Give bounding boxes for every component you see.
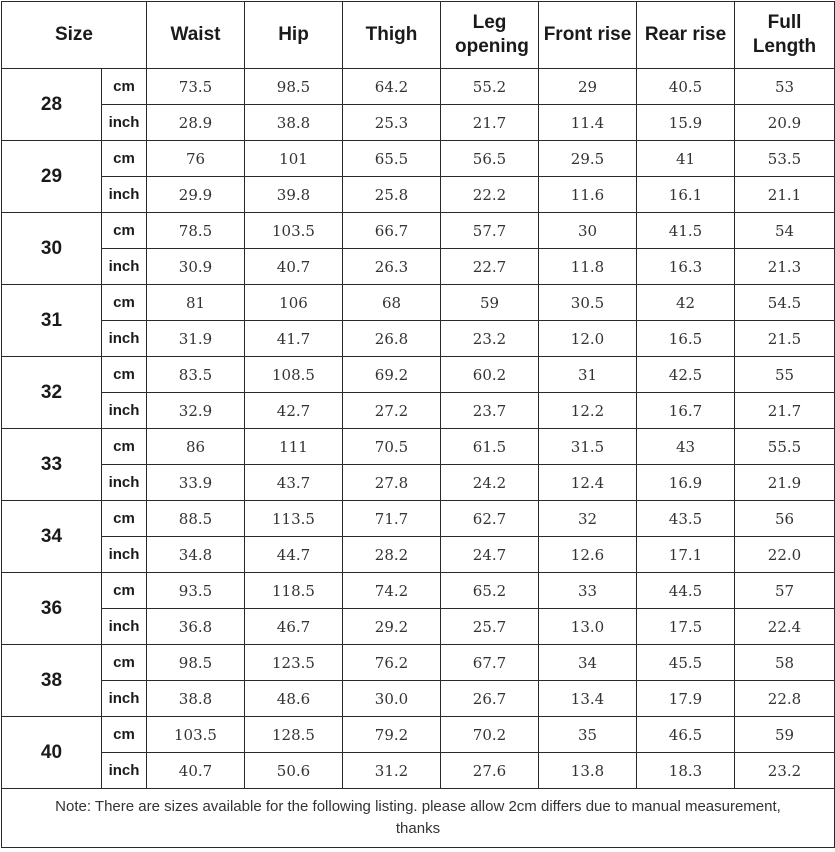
size-label: 30	[2, 213, 102, 285]
unit-label-inch: inch	[102, 177, 147, 213]
unit-label-inch: inch	[102, 465, 147, 501]
table-row	[2, 213, 835, 249]
rear-rise-inch-cell: 18.3	[637, 753, 735, 789]
size-table	[1, 1, 835, 848]
full-length-inch-cell: 21.3	[735, 249, 835, 285]
leg-opening-inch-cell: 24.7	[441, 537, 539, 573]
rear-rise-inch-cell: 16.1	[637, 177, 735, 213]
unit-label-cm: cm	[102, 645, 147, 681]
table-row	[2, 465, 835, 501]
leg-opening-cm-cell: 59	[441, 285, 539, 321]
full-length-cm-cell: 57	[735, 573, 835, 609]
table-row	[2, 249, 835, 285]
leg-opening-cm-cell: 60.2	[441, 357, 539, 393]
waist-inch-cell: 30.9	[147, 249, 245, 285]
thigh-cm-cell: 76.2	[343, 645, 441, 681]
leg-opening-cm-cell: 56.5	[441, 141, 539, 177]
front-rise-cm-cell: 33	[539, 573, 637, 609]
full-length-cm-cell: 53	[735, 69, 835, 105]
front-rise-cm-cell: 31	[539, 357, 637, 393]
unit-label-inch: inch	[102, 393, 147, 429]
waist-inch-cell: 38.8	[147, 681, 245, 717]
front-rise-inch-cell: 11.8	[539, 249, 637, 285]
size-label: 31	[2, 285, 102, 357]
rear-rise-inch-cell: 16.5	[637, 321, 735, 357]
table-row	[2, 177, 835, 213]
leg-opening-inch-cell: 22.7	[441, 249, 539, 285]
front-rise-cm-cell: 34	[539, 645, 637, 681]
full-length-cm-cell: 55	[735, 357, 835, 393]
full-length-inch-cell: 22.0	[735, 537, 835, 573]
front-rise-inch-cell: 11.4	[539, 105, 637, 141]
header-full-length: Full Length	[735, 2, 835, 69]
unit-label-inch: inch	[102, 753, 147, 789]
waist-cm-cell: 93.5	[147, 573, 245, 609]
unit-label-cm: cm	[102, 717, 147, 753]
full-length-cm-cell: 56	[735, 501, 835, 537]
front-rise-cm-cell: 32	[539, 501, 637, 537]
thigh-cm-cell: 79.2	[343, 717, 441, 753]
full-length-cm-cell: 54	[735, 213, 835, 249]
unit-label-cm: cm	[102, 357, 147, 393]
front-rise-inch-cell: 12.6	[539, 537, 637, 573]
full-length-cm-cell: 59	[735, 717, 835, 753]
table-row	[2, 609, 835, 645]
thigh-cm-cell: 66.7	[343, 213, 441, 249]
thigh-inch-cell: 29.2	[343, 609, 441, 645]
header-row	[2, 2, 835, 69]
full-length-inch-cell: 22.4	[735, 609, 835, 645]
table-row	[2, 681, 835, 717]
hip-cm-cell: 113.5	[245, 501, 343, 537]
waist-inch-cell: 36.8	[147, 609, 245, 645]
waist-cm-cell: 78.5	[147, 213, 245, 249]
hip-cm-cell: 111	[245, 429, 343, 465]
leg-opening-cm-cell: 57.7	[441, 213, 539, 249]
unit-label-inch: inch	[102, 681, 147, 717]
hip-inch-cell: 43.7	[245, 465, 343, 501]
rear-rise-inch-cell: 17.5	[637, 609, 735, 645]
leg-opening-inch-cell: 21.7	[441, 105, 539, 141]
thigh-cm-cell: 68	[343, 285, 441, 321]
header-thigh: Thigh	[343, 2, 441, 69]
front-rise-cm-cell: 31.5	[539, 429, 637, 465]
hip-inch-cell: 50.6	[245, 753, 343, 789]
rear-rise-cm-cell: 43	[637, 429, 735, 465]
hip-inch-cell: 39.8	[245, 177, 343, 213]
waist-inch-cell: 32.9	[147, 393, 245, 429]
size-label: 40	[2, 717, 102, 789]
hip-cm-cell: 118.5	[245, 573, 343, 609]
thigh-cm-cell: 71.7	[343, 501, 441, 537]
size-label: 38	[2, 645, 102, 717]
thigh-inch-cell: 27.2	[343, 393, 441, 429]
unit-label-inch: inch	[102, 105, 147, 141]
hip-inch-cell: 40.7	[245, 249, 343, 285]
thigh-inch-cell: 26.3	[343, 249, 441, 285]
unit-label-cm: cm	[102, 213, 147, 249]
unit-label-cm: cm	[102, 141, 147, 177]
unit-label-cm: cm	[102, 501, 147, 537]
full-length-inch-cell: 20.9	[735, 105, 835, 141]
rear-rise-cm-cell: 40.5	[637, 69, 735, 105]
rear-rise-inch-cell: 15.9	[637, 105, 735, 141]
table-row	[2, 321, 835, 357]
waist-cm-cell: 83.5	[147, 357, 245, 393]
rear-rise-cm-cell: 45.5	[637, 645, 735, 681]
hip-cm-cell: 98.5	[245, 69, 343, 105]
leg-opening-inch-cell: 23.2	[441, 321, 539, 357]
thigh-inch-cell: 25.3	[343, 105, 441, 141]
thigh-cm-cell: 74.2	[343, 573, 441, 609]
unit-label-cm: cm	[102, 573, 147, 609]
waist-cm-cell: 103.5	[147, 717, 245, 753]
unit-label-inch: inch	[102, 537, 147, 573]
full-length-cm-cell: 58	[735, 645, 835, 681]
header-front-rise: Front rise	[539, 2, 637, 69]
full-length-inch-cell: 23.2	[735, 753, 835, 789]
thigh-cm-cell: 69.2	[343, 357, 441, 393]
front-rise-cm-cell: 29.5	[539, 141, 637, 177]
rear-rise-inch-cell: 17.9	[637, 681, 735, 717]
thigh-cm-cell: 64.2	[343, 69, 441, 105]
note-row	[2, 789, 835, 848]
table-row	[2, 393, 835, 429]
unit-label-inch: inch	[102, 249, 147, 285]
table-row	[2, 537, 835, 573]
table-row	[2, 141, 835, 177]
waist-cm-cell: 73.5	[147, 69, 245, 105]
rear-rise-cm-cell: 42.5	[637, 357, 735, 393]
thigh-inch-cell: 31.2	[343, 753, 441, 789]
size-label: 33	[2, 429, 102, 501]
hip-inch-cell: 42.7	[245, 393, 343, 429]
unit-label-cm: cm	[102, 285, 147, 321]
size-label: 29	[2, 141, 102, 213]
hip-inch-cell: 48.6	[245, 681, 343, 717]
table-row	[2, 69, 835, 105]
leg-opening-inch-cell: 23.7	[441, 393, 539, 429]
leg-opening-inch-cell: 25.7	[441, 609, 539, 645]
front-rise-inch-cell: 13.0	[539, 609, 637, 645]
thigh-inch-cell: 27.8	[343, 465, 441, 501]
rear-rise-cm-cell: 42	[637, 285, 735, 321]
header-hip: Hip	[245, 2, 343, 69]
unit-label-cm: cm	[102, 69, 147, 105]
front-rise-inch-cell: 13.8	[539, 753, 637, 789]
leg-opening-cm-cell: 55.2	[441, 69, 539, 105]
header-size: Size	[2, 2, 147, 69]
unit-label-cm: cm	[102, 429, 147, 465]
rear-rise-inch-cell: 16.9	[637, 465, 735, 501]
size-label: 36	[2, 573, 102, 645]
hip-inch-cell: 46.7	[245, 609, 343, 645]
thigh-inch-cell: 30.0	[343, 681, 441, 717]
front-rise-cm-cell: 30.5	[539, 285, 637, 321]
header-rear-rise: Rear rise	[637, 2, 735, 69]
thigh-inch-cell: 25.8	[343, 177, 441, 213]
full-length-cm-cell: 53.5	[735, 141, 835, 177]
hip-cm-cell: 103.5	[245, 213, 343, 249]
table-row	[2, 285, 835, 321]
full-length-cm-cell: 55.5	[735, 429, 835, 465]
front-rise-inch-cell: 11.6	[539, 177, 637, 213]
rear-rise-cm-cell: 41	[637, 141, 735, 177]
unit-label-inch: inch	[102, 609, 147, 645]
waist-cm-cell: 81	[147, 285, 245, 321]
leg-opening-inch-cell: 24.2	[441, 465, 539, 501]
rear-rise-inch-cell: 16.3	[637, 249, 735, 285]
waist-inch-cell: 34.8	[147, 537, 245, 573]
thigh-inch-cell: 28.2	[343, 537, 441, 573]
table-row	[2, 429, 835, 465]
header-leg-opening: Leg opening	[441, 2, 539, 69]
full-length-inch-cell: 22.8	[735, 681, 835, 717]
waist-inch-cell: 31.9	[147, 321, 245, 357]
table-row	[2, 717, 835, 753]
leg-opening-inch-cell: 22.2	[441, 177, 539, 213]
rear-rise-cm-cell: 46.5	[637, 717, 735, 753]
front-rise-inch-cell: 12.0	[539, 321, 637, 357]
table-row	[2, 573, 835, 609]
waist-inch-cell: 29.9	[147, 177, 245, 213]
waist-cm-cell: 98.5	[147, 645, 245, 681]
hip-cm-cell: 106	[245, 285, 343, 321]
full-length-inch-cell: 21.1	[735, 177, 835, 213]
waist-cm-cell: 88.5	[147, 501, 245, 537]
unit-label-inch: inch	[102, 321, 147, 357]
waist-inch-cell: 40.7	[147, 753, 245, 789]
rear-rise-cm-cell: 41.5	[637, 213, 735, 249]
rear-rise-inch-cell: 16.7	[637, 393, 735, 429]
hip-cm-cell: 128.5	[245, 717, 343, 753]
front-rise-inch-cell: 13.4	[539, 681, 637, 717]
leg-opening-cm-cell: 70.2	[441, 717, 539, 753]
rear-rise-inch-cell: 17.1	[637, 537, 735, 573]
size-label: 28	[2, 69, 102, 141]
hip-inch-cell: 38.8	[245, 105, 343, 141]
front-rise-cm-cell: 35	[539, 717, 637, 753]
waist-cm-cell: 76	[147, 141, 245, 177]
front-rise-cm-cell: 29	[539, 69, 637, 105]
front-rise-inch-cell: 12.2	[539, 393, 637, 429]
full-length-inch-cell: 21.9	[735, 465, 835, 501]
table-row	[2, 501, 835, 537]
table-row	[2, 357, 835, 393]
full-length-inch-cell: 21.7	[735, 393, 835, 429]
table-row	[2, 645, 835, 681]
rear-rise-cm-cell: 44.5	[637, 573, 735, 609]
front-rise-inch-cell: 12.4	[539, 465, 637, 501]
thigh-inch-cell: 26.8	[343, 321, 441, 357]
hip-inch-cell: 41.7	[245, 321, 343, 357]
leg-opening-inch-cell: 27.6	[441, 753, 539, 789]
size-table-body	[2, 69, 835, 789]
table-row	[2, 753, 835, 789]
leg-opening-inch-cell: 26.7	[441, 681, 539, 717]
header-waist: Waist	[147, 2, 245, 69]
thigh-cm-cell: 65.5	[343, 141, 441, 177]
size-label: 34	[2, 501, 102, 573]
hip-cm-cell: 101	[245, 141, 343, 177]
hip-cm-cell: 123.5	[245, 645, 343, 681]
full-length-cm-cell: 54.5	[735, 285, 835, 321]
hip-cm-cell: 108.5	[245, 357, 343, 393]
thigh-cm-cell: 70.5	[343, 429, 441, 465]
size-label: 32	[2, 357, 102, 429]
hip-inch-cell: 44.7	[245, 537, 343, 573]
leg-opening-cm-cell: 67.7	[441, 645, 539, 681]
waist-inch-cell: 28.9	[147, 105, 245, 141]
full-length-inch-cell: 21.5	[735, 321, 835, 357]
leg-opening-cm-cell: 61.5	[441, 429, 539, 465]
waist-cm-cell: 86	[147, 429, 245, 465]
leg-opening-cm-cell: 62.7	[441, 501, 539, 537]
leg-opening-cm-cell: 65.2	[441, 573, 539, 609]
front-rise-cm-cell: 30	[539, 213, 637, 249]
note-text: Note: There are sizes available for the following listing. please allow 2cm differs due to manual measurement, thanks	[2, 789, 835, 848]
waist-inch-cell: 33.9	[147, 465, 245, 501]
table-row	[2, 105, 835, 141]
rear-rise-cm-cell: 43.5	[637, 501, 735, 537]
